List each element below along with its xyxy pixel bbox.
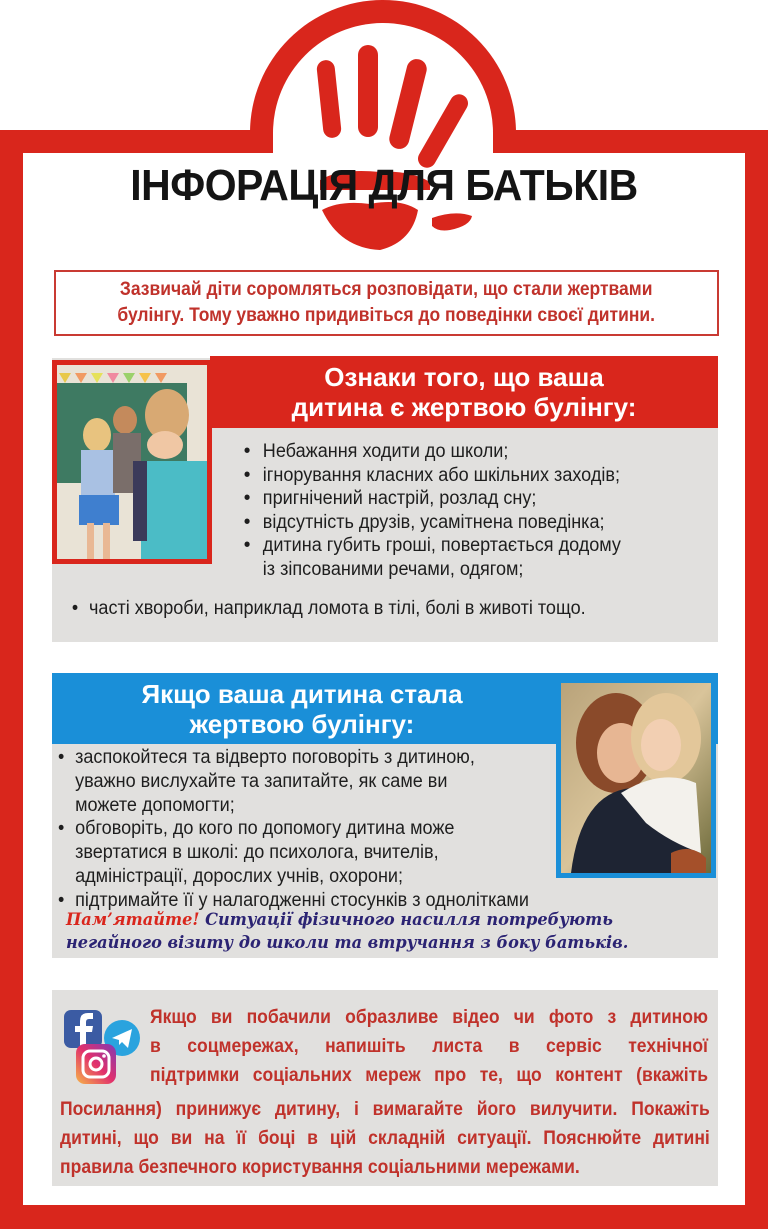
list-item-line: адміністрації, дорослих учнів, охорони;: [75, 865, 404, 887]
social-advice-text-bottom: [60, 1095, 710, 1182]
list-item-line: • заспокойтеся та відверто поговоріть з дитиною,: [75, 747, 475, 768]
social-line: дитині, що ви на її боці в цій складній ситуації. Пояснюйте дитині: [60, 1127, 710, 1149]
mother-daughter-photo: [556, 678, 716, 878]
photo-mother-hug: [561, 683, 711, 873]
social-line: підтримки соціальних мереж про те, що контент (вкажіть: [150, 1064, 708, 1086]
intro-text: [118, 277, 656, 329]
list-item: • Небажання ходити до школи;: [240, 440, 696, 464]
photo-children-pointing: [57, 365, 207, 559]
list-item: • ігнорування класних або шкільних заходів;: [240, 464, 696, 488]
remember-note: [66, 908, 703, 954]
signs-list: [240, 440, 720, 581]
list-item-last: • часті хвороби, наприклад ломота в тілі, болі в животі тощо.: [70, 597, 697, 621]
social-icons-group: [62, 1008, 142, 1088]
victim-title-line-2: жертвою булінгу:: [189, 709, 415, 739]
signs-title-line-1: Ознаки того, що ваша: [324, 362, 604, 392]
remember-text: Ситуації фізичного насилля потребують: [199, 910, 613, 929]
social-line: Якщо ви побачили образливе відео чи фото з дитиною: [150, 1006, 708, 1028]
list-item-line: • обговоріть, до кого по допомогу дитина може: [75, 818, 455, 840]
list-item: [58, 746, 533, 817]
page-title: ІНФОРАЦІЯ ДЛЯ БАТЬКІВ: [130, 161, 638, 210]
list-item: • пригнічений настрій, розлад сну;: [240, 487, 696, 511]
red-handprint-icon: [300, 40, 480, 250]
remember-line-2: негайного візиту до школи та втручання з боку батьків.: [66, 933, 629, 952]
social-line: Посилання) принижує дитину, і вимагайте його вилучити. Покажіть: [60, 1098, 710, 1120]
list-item: • відсутність друзів, усамітнена поведінка;: [240, 511, 696, 535]
list-item: [58, 817, 533, 888]
social-line: правила безпечного користування соціальними мережами.: [60, 1156, 580, 1178]
list-item-line: звертатися в школі: до психолога, вчителів,: [75, 842, 439, 864]
list-item-continuation: із зіпсованими речами, одягом;: [262, 558, 524, 580]
photo-illustration: [57, 365, 207, 559]
bullying-children-photo: [52, 360, 212, 564]
intro-callout: [54, 270, 719, 336]
intro-line-1: Зазвичай діти соромляться розповідати, що стали жертвами: [120, 279, 653, 300]
victim-section-title: [52, 676, 552, 742]
intro-line-2: булінгу. Тому уважно придивіться до поведінки своєї дитини.: [117, 305, 656, 326]
instagram-icon: [76, 1044, 116, 1084]
facebook-icon: [64, 1010, 102, 1048]
signs-section-header: [210, 356, 718, 428]
victim-actions-list: [58, 746, 558, 913]
list-item-line: • підтримайте її у налагодженні стосунків з однолітками: [75, 889, 529, 911]
list-item: • дитина губить гроші, повертається додому: [240, 534, 696, 558]
list-item-line: можете допомогти;: [75, 794, 235, 816]
social-advice-text-top: [150, 1003, 710, 1090]
remember-line-1: [66, 908, 703, 931]
remember-label: Пам’ятайте!: [66, 910, 200, 929]
photo-illustration: [561, 683, 711, 873]
list-item-line: уважно вислухайте та запитайте, як саме ви: [75, 770, 448, 792]
social-line: в соцмережах, напишіть листа в сервіс технічної: [150, 1035, 708, 1057]
victim-title-line-1: Якщо ваша дитина стала: [141, 679, 463, 709]
signs-title-line-2: дитина є жертвою булінгу:: [291, 392, 637, 422]
